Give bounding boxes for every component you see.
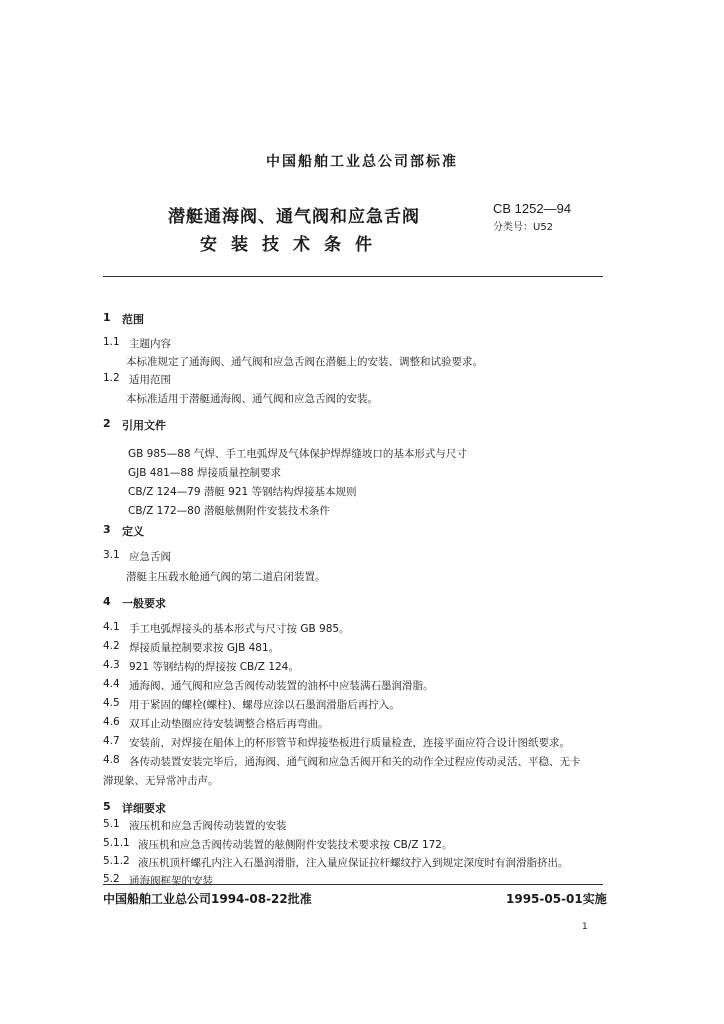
issuing-organization: 中国船舶工业总公司部标准: [266, 154, 458, 170]
section-heading: 一般要求: [122, 597, 166, 610]
clause-text: 通海阀、通气阀和应急舌阀传动装置的油杯中应装满石墨润滑脂。: [129, 680, 434, 692]
clause-number: 3.1: [103, 549, 120, 561]
document-title-line1: 潜艇通海阀、通气阀和应急舌阀: [168, 207, 420, 227]
reference-entry: GB 985—88 气焊、手工电弧焊及气体保护焊焊缝坡口的基本形式与尺寸: [128, 448, 467, 460]
effective-date: 1995-05-01实施: [506, 892, 607, 906]
standard-code: CB 1252—94: [493, 201, 572, 216]
section-number: 2: [103, 417, 111, 430]
clause-text: 手工电弧焊接头的基本形式与尺寸按 GB 985。: [129, 623, 350, 635]
section-number: 5: [103, 800, 111, 813]
clause-text: 焊接质量控制要求按 GJB 481。: [129, 642, 280, 654]
clause-number: 4.7: [103, 735, 120, 747]
section-number: 3: [103, 523, 111, 536]
approval-line: 中国船舶工业总公司1994-08-22批准: [103, 892, 312, 906]
classification-code: 分类号：U52: [493, 222, 554, 233]
clause-text: 通海阀框架的安装: [129, 875, 213, 887]
clause-text: 用于紧固的螺栓(螺柱)、螺母应涂以石墨润滑脂后再拧入。: [129, 699, 400, 711]
section-number: 4: [103, 595, 111, 608]
clause-number: 5.2: [103, 873, 120, 885]
clause-text: 液压机顶杆螺孔内注入石墨润滑脂，注入量应保证拉杆螺纹拧入到规定深度时有润滑脂挤出。: [138, 857, 569, 869]
clause-number: 5.1: [103, 818, 120, 830]
clause-number: 1.1: [103, 336, 120, 348]
clause-text: 液压机和应急舌阀传动装置的安装: [129, 820, 287, 832]
clause-number: 4.3: [103, 659, 120, 671]
reference-entry: GJB 481—88 焊接质量控制要求: [128, 467, 282, 479]
clause-number: 5.1.2: [103, 855, 130, 867]
clause-number: 4.1: [103, 621, 120, 633]
document-title-line2: 安装技术条件: [200, 235, 386, 255]
reference-entry: CB/Z 172—80 潜艇舷侧附件安装技术条件: [128, 505, 330, 517]
header-rule: [103, 276, 603, 277]
clause-number: 4.4: [103, 678, 120, 690]
clause-number: 4.2: [103, 640, 120, 652]
clause-number: 4.5: [103, 697, 120, 709]
section-heading: 引用文件: [122, 419, 166, 432]
section-number: 1: [103, 311, 111, 324]
clause-text: 各传动装置安装完毕后，通海阀、通气阀和应急舌阀开和关的动作全过程应传动灵活、平稳、无卡: [129, 756, 581, 768]
clause-number: 5.1.1: [103, 837, 130, 849]
clause-number: 4.8: [103, 754, 120, 766]
paragraph-text: 本标准适用于潜艇通海阀、通气阀和应急舌阀的安装。: [126, 393, 378, 405]
footer-rule: [103, 884, 603, 885]
clause-text: 应急舌阀: [129, 551, 171, 563]
clause-text: 适用范围: [129, 374, 171, 386]
clause-text: 安装前，对焊接在船体上的杯形管节和焊接垫板进行质量检查，连接平面应符合设计图纸要求。: [129, 737, 570, 749]
clause-text: 双耳止动垫圈应待安装调整合格后再弯曲。: [129, 718, 329, 730]
clause-text: 主题内容: [129, 338, 171, 350]
clause-text: 液压机和应急舌阀传动装置的舷侧附件安装技术要求按 CB/Z 172。: [138, 839, 453, 851]
clause-number: 4.6: [103, 716, 120, 728]
paragraph-text: 潜艇主压载水舱通气阀的第二道启闭装置。: [126, 571, 326, 583]
page-number: 1: [582, 922, 588, 932]
section-heading: 定义: [122, 525, 144, 538]
section-heading: 详细要求: [122, 802, 166, 815]
section-heading: 范围: [122, 313, 144, 326]
clause-text: 921 等钢结构的焊接按 CB/Z 124。: [129, 661, 299, 673]
paragraph-text: 滞现象、无异常冲击声。: [103, 775, 219, 787]
reference-entry: CB/Z 124—79 潜艇 921 等钢结构焊接基本规则: [128, 486, 357, 498]
paragraph-text: 本标准规定了通海阀、通气阀和应急舌阀在潜艇上的安装、调整和试验要求。: [126, 356, 483, 368]
clause-number: 1.2: [103, 372, 120, 384]
